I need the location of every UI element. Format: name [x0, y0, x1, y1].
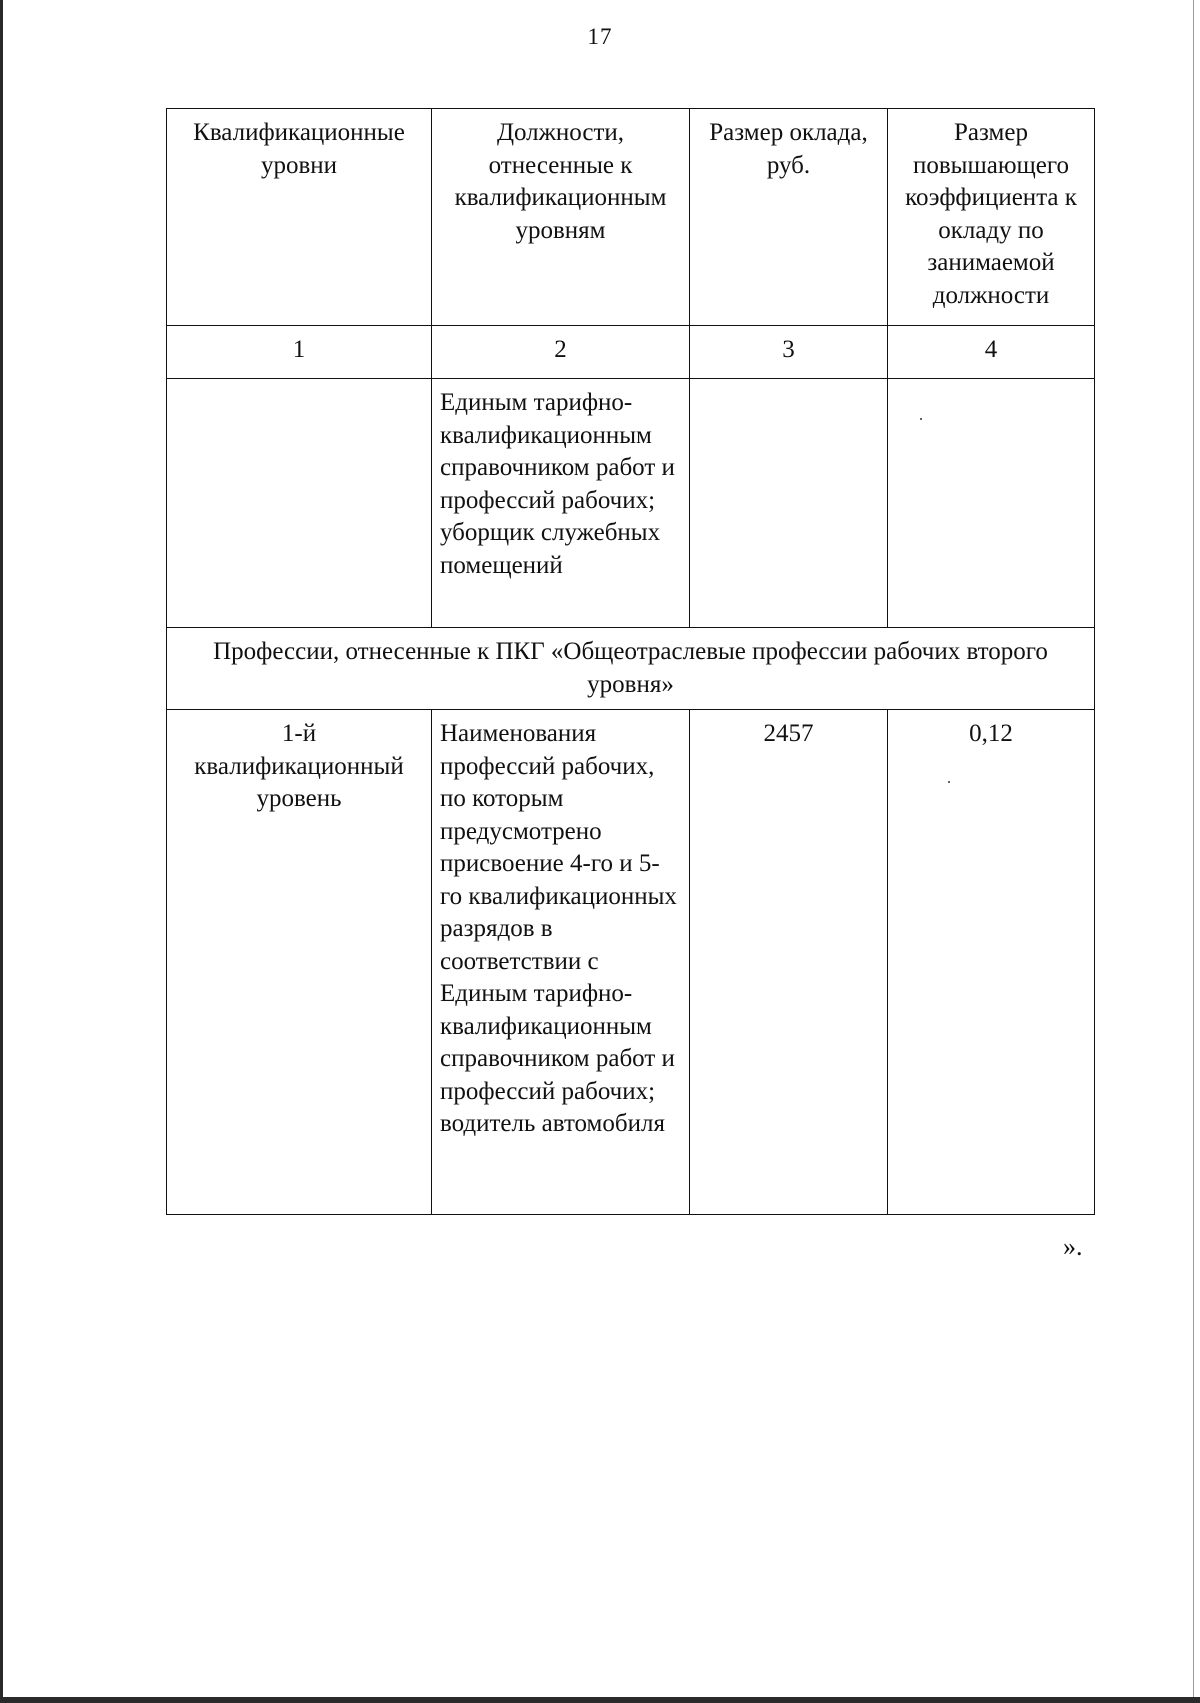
- group-row: [167, 628, 1095, 710]
- group-title: Профессии, отнесенные к ПКГ «Общеотраслевые профессии рабочих второго уровня»: [167, 628, 1095, 710]
- cell-salary: 2457: [690, 710, 888, 1215]
- column-number-1: 1: [167, 326, 432, 379]
- scan-speck: [920, 418, 922, 420]
- page-number: 17: [587, 24, 613, 49]
- scan-edge-bottom: [0, 1697, 1200, 1703]
- header-salary: Размер оклада, руб.: [690, 109, 888, 326]
- qualification-table: [166, 108, 1095, 1215]
- header-coefficient: Размер повышающего коэффициента к окладу по занимаемой должности: [888, 109, 1095, 326]
- cell-level: [167, 379, 432, 628]
- table-row: [167, 710, 1095, 1215]
- scan-edge-right: [1193, 0, 1194, 1703]
- header-row: [167, 109, 1095, 326]
- header-positions: Должности, отнесенные к квалификационным уровням: [432, 109, 690, 326]
- column-number-2: 2: [432, 326, 690, 379]
- column-number-4: 4: [888, 326, 1095, 379]
- header-levels: Квалификационные уровни: [167, 109, 432, 326]
- column-number-row: [167, 326, 1095, 379]
- column-number-3: 3: [690, 326, 888, 379]
- cell-salary: [690, 379, 888, 628]
- scan-speck: [948, 781, 950, 783]
- cell-level: 1-й квалификационный уровень: [167, 710, 432, 1215]
- table-row: [167, 379, 1095, 628]
- scan-edge-left: [0, 0, 3, 1703]
- closing-quote-mark: ».: [1063, 1232, 1083, 1261]
- cell-positions: Наименования профессий рабочих, по которым предусмотрено присвоение 4-го и 5-го квалификационных разрядов в соответствии с Единым тарифно-квалификационным справочником работ и профессий рабочих; водитель автомобиля: [432, 710, 690, 1215]
- cell-positions: Единым тарифно-квалификационным справочником работ и профессий рабочих; уборщик служебных помещений: [432, 379, 690, 628]
- cell-coefficient: 0,12: [888, 710, 1095, 1215]
- cell-coefficient: [888, 379, 1095, 628]
